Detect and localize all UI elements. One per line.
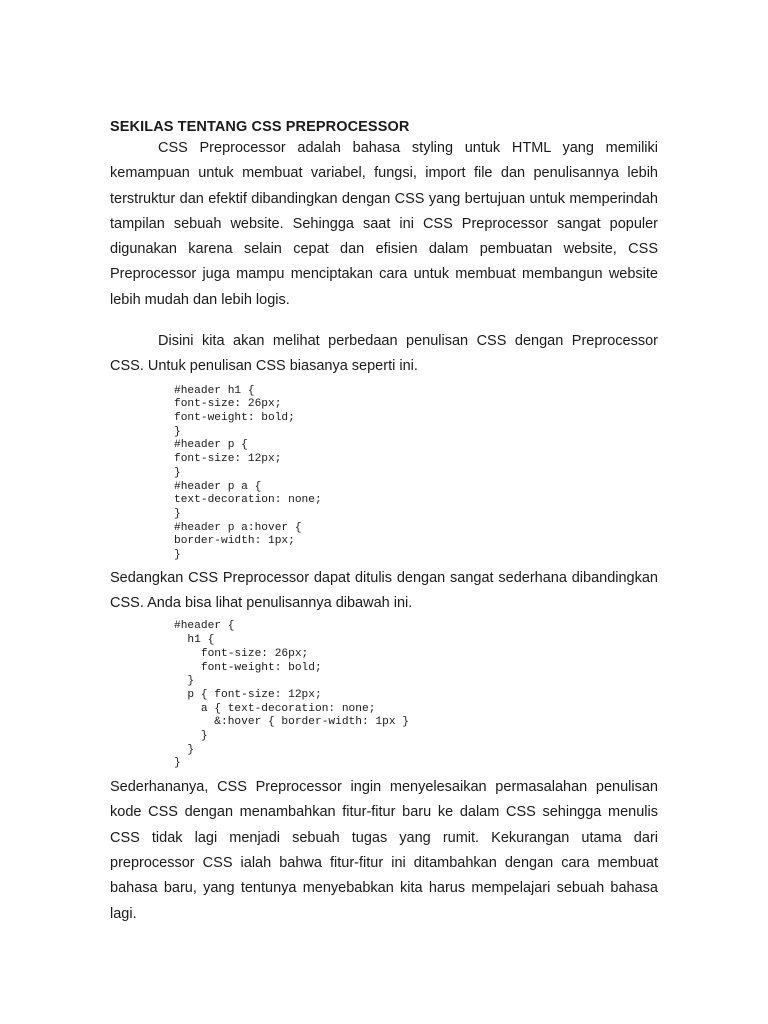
document-page: [110, 118, 658, 927]
paragraph-comparison: Disini kita akan melihat perbedaan penulisan CSS dengan Preprocessor CSS. Untuk penulisan CSS biasanya seperti ini.: [110, 333, 658, 375]
paragraph-intro: CSS Preprocessor adalah bahasa styling untuk HTML yang memiliki kemampuan untuk membuat variabel, fungsi, import file dan penulisannya lebih terstruktur dan efektif dibandingkan dengan CSS yang bertujuan untuk memperindah tampilan sebuah website. Sehingga saat ini CSS Preprocessor sangat populer digunakan karena selain cepat dan efisien dalam pembuatan website, CSS Preprocessor juga mampu menciptakan cara untuk membuat membangun website lebih mudah dan lebih logis.: [110, 140, 658, 308]
document-title: SEKILAS TENTANG CSS PREPROCESSOR: [110, 119, 410, 135]
code-block-preprocessor: #header { h1 { font-size: 26px; font-weight: bold; } p { font-size: 12px; a { text-decoration: none; &:hover { border-width: 1px } } } }: [174, 620, 409, 770]
paragraph-conclusion: Sederhananya, CSS Preprocessor ingin menyelesaikan permasalahan penulisan kode CSS dengan menambahkan fitur-fitur baru ke dalam CSS sehingga menulis CSS tidak lagi menjadi sebuah tugas yang rumit. Kekurangan utama dari preprocessor CSS ialah bahwa fitur-fitur ini ditambahkan dengan cara membuat bahasa baru, yang tentunya menyebabkan kita harus mempelajari sebuah bahasa lagi.: [110, 779, 658, 922]
paragraph-preprocessor-intro: Sedangkan CSS Preprocessor dapat ditulis dengan sangat sederhana dibandingkan CSS. Anda bisa lihat penulisannya dibawah ini.: [110, 569, 658, 612]
code-block-css: #header h1 { font-size: 26px; font-weight: bold; } #header p { font-size: 12px; } #header p a { text-decoration: none; } #header p a:hover { border-width: 1px; }: [174, 384, 322, 562]
